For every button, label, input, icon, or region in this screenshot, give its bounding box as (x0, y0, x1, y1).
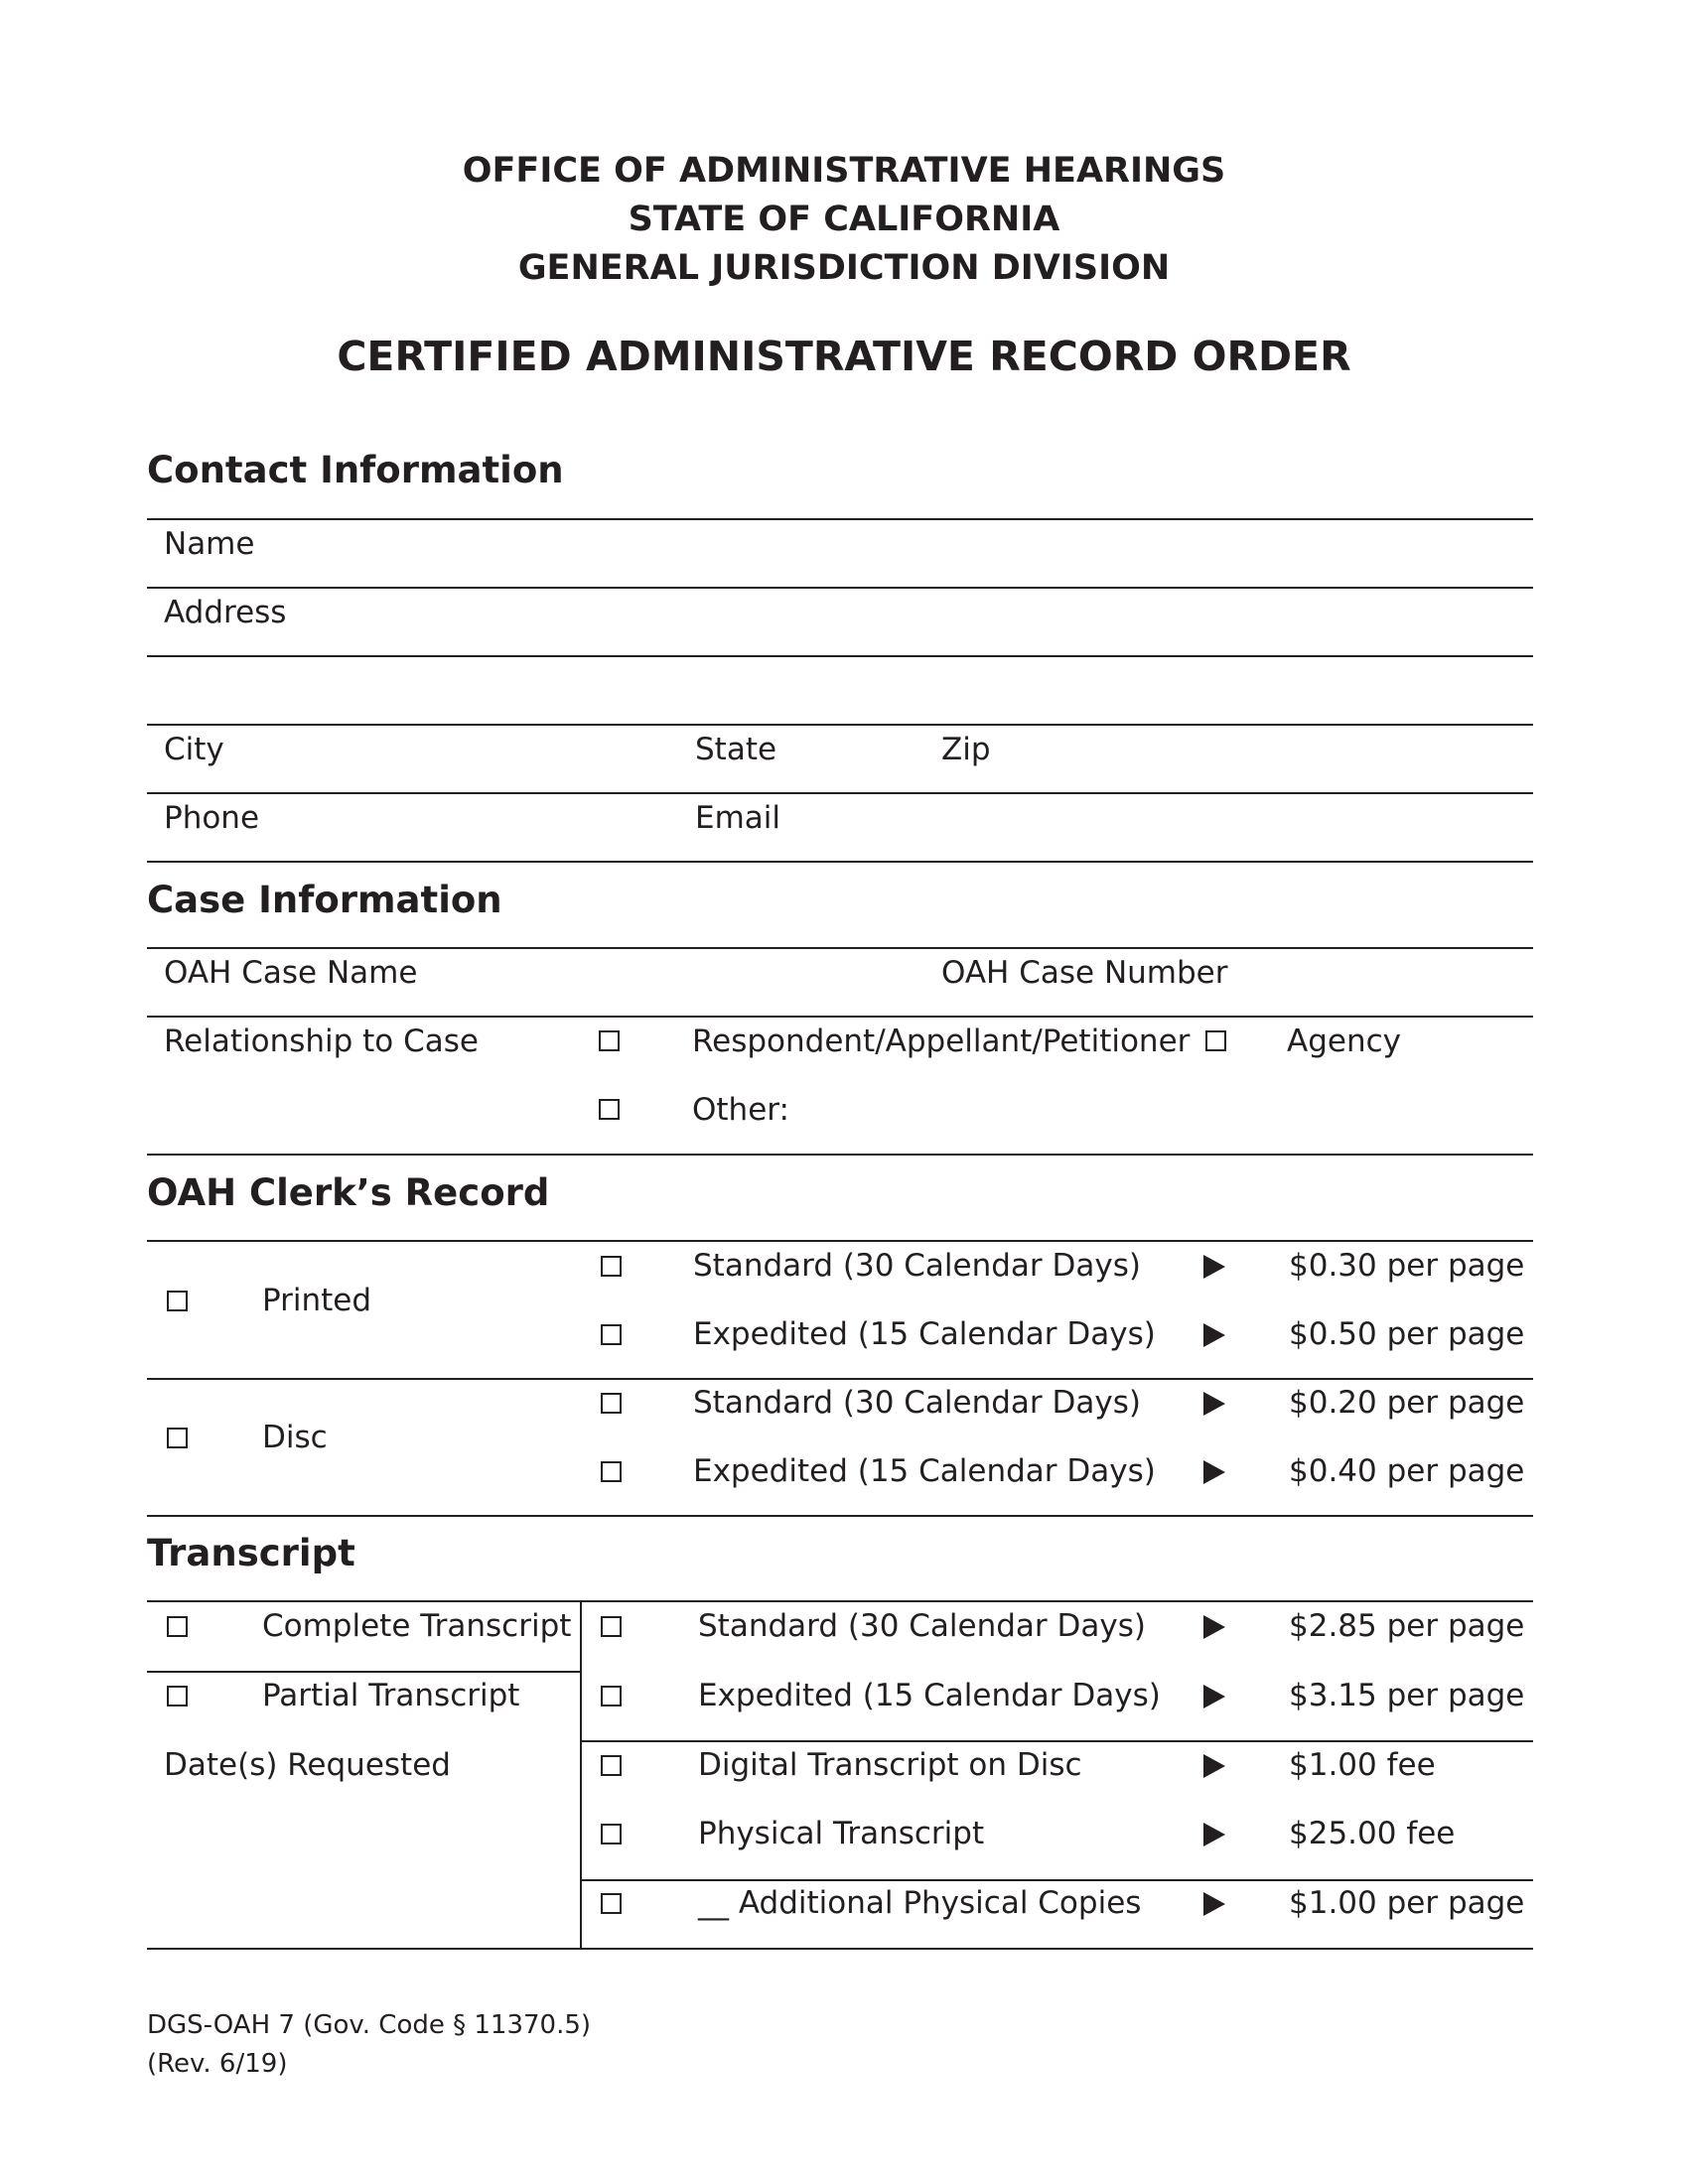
digital-transcript-checkbox[interactable] (601, 1755, 622, 1776)
additional-copies-checkbox[interactable] (601, 1893, 622, 1914)
name-label: Name (164, 526, 255, 562)
divider (147, 1948, 1533, 1950)
agency-checkbox[interactable] (1205, 1030, 1226, 1051)
email-label: Email (695, 800, 781, 836)
arrow-icon (1203, 1460, 1225, 1484)
relationship-label: Relationship to Case (164, 1024, 479, 1059)
other-checkbox[interactable] (599, 1099, 620, 1120)
disc-standard-label: Standard (30 Calendar Days) (693, 1385, 1141, 1421)
form-code: DGS-OAH 7 (Gov. Code § 11370.5) (147, 2010, 592, 2040)
revision-date: (Rev. 6/19) (147, 2049, 288, 2079)
disc-label: Disc (262, 1420, 328, 1455)
clerk-heading: OAH Clerk’s Record (147, 1171, 550, 1214)
printed-expedited-price: $0.50 per page (1289, 1316, 1525, 1352)
partial-transcript-label: Partial Transcript (262, 1678, 520, 1713)
complete-transcript-checkbox[interactable] (167, 1616, 188, 1637)
digital-transcript-price: $1.00 fee (1289, 1747, 1436, 1783)
dates-requested-label: Date(s) Requested (164, 1747, 451, 1783)
printed-standard-checkbox[interactable] (601, 1256, 622, 1277)
disc-standard-checkbox[interactable] (601, 1393, 622, 1414)
additional-copies-label: __ Additional Physical Copies (698, 1885, 1142, 1921)
transcript-standard-price: $2.85 per page (1289, 1608, 1525, 1644)
physical-transcript-price: $25.00 fee (1289, 1816, 1456, 1851)
divider (147, 518, 1533, 520)
case-number-label: OAH Case Number (941, 955, 1228, 991)
header-line-1: OFFICE OF ADMINISTRATIVE HEARINGS (462, 151, 1226, 191)
respondent-checkbox[interactable] (599, 1030, 620, 1051)
arrow-icon (1203, 1323, 1225, 1347)
name-field-line[interactable] (147, 587, 1533, 589)
phone-field-line[interactable] (147, 861, 1533, 863)
case-name-label: OAH Case Name (164, 955, 418, 991)
transcript-standard-label: Standard (30 Calendar Days) (698, 1608, 1146, 1644)
printed-label: Printed (262, 1283, 372, 1318)
divider (147, 1600, 1533, 1602)
contact-heading: Contact Information (147, 449, 564, 491)
partial-transcript-checkbox[interactable] (167, 1686, 188, 1706)
arrow-icon (1203, 1392, 1225, 1416)
form-title: CERTIFIED ADMINISTRATIVE RECORD ORDER (337, 333, 1351, 380)
disc-expedited-label: Expedited (15 Calendar Days) (693, 1453, 1156, 1489)
address-field-line[interactable] (147, 655, 1533, 657)
transcript-expedited-label: Expedited (15 Calendar Days) (698, 1678, 1161, 1713)
arrow-icon (1203, 1754, 1225, 1778)
disc-standard-price: $0.20 per page (1289, 1385, 1525, 1421)
state-label: State (695, 732, 777, 767)
transcript-heading: Transcript (147, 1532, 355, 1574)
disc-expedited-price: $0.40 per page (1289, 1453, 1525, 1489)
header-line-3: GENERAL JURISDICTION DIVISION (517, 248, 1171, 288)
city-field-line[interactable] (147, 792, 1533, 794)
disc-checkbox[interactable] (167, 1428, 188, 1448)
complete-transcript-label: Complete Transcript (262, 1608, 572, 1644)
divider (147, 947, 1533, 949)
transcript-expedited-checkbox[interactable] (601, 1686, 622, 1706)
arrow-icon (1203, 1823, 1225, 1846)
header-line-2: STATE OF CALIFORNIA (628, 200, 1060, 239)
address-label: Address (164, 595, 287, 630)
printed-standard-label: Standard (30 Calendar Days) (693, 1248, 1141, 1284)
case-name-field-line[interactable] (147, 1016, 1533, 1018)
phone-label: Phone (164, 800, 260, 836)
case-heading: Case Information (147, 879, 502, 921)
printed-expedited-checkbox[interactable] (601, 1324, 622, 1345)
printed-checkbox[interactable] (167, 1291, 188, 1311)
divider (147, 1154, 1533, 1156)
agency-label: Agency (1287, 1024, 1401, 1059)
disc-expedited-checkbox[interactable] (601, 1461, 622, 1482)
physical-transcript-label: Physical Transcript (698, 1816, 985, 1851)
divider (581, 1740, 1533, 1742)
arrow-icon (1203, 1615, 1225, 1639)
additional-copies-price: $1.00 per page (1289, 1885, 1525, 1921)
respondent-label: Respondent/Appellant/Petitioner (692, 1024, 1191, 1059)
arrow-icon (1203, 1892, 1225, 1916)
digital-transcript-label: Digital Transcript on Disc (698, 1747, 1082, 1783)
column-divider (580, 1600, 582, 1950)
printed-standard-price: $0.30 per page (1289, 1248, 1525, 1284)
transcript-expedited-price: $3.15 per page (1289, 1678, 1525, 1713)
divider (147, 1515, 1533, 1517)
physical-transcript-checkbox[interactable] (601, 1824, 622, 1844)
zip-label: Zip (941, 732, 991, 767)
transcript-standard-checkbox[interactable] (601, 1616, 622, 1637)
divider (147, 1378, 1533, 1380)
city-label: City (164, 732, 224, 767)
address-line-2[interactable] (147, 724, 1533, 726)
divider (147, 1240, 1533, 1242)
other-label: Other: (692, 1092, 789, 1128)
printed-expedited-label: Expedited (15 Calendar Days) (693, 1316, 1156, 1352)
divider (581, 1879, 1533, 1881)
arrow-icon (1203, 1685, 1225, 1708)
divider (147, 1671, 581, 1673)
arrow-icon (1203, 1255, 1225, 1279)
